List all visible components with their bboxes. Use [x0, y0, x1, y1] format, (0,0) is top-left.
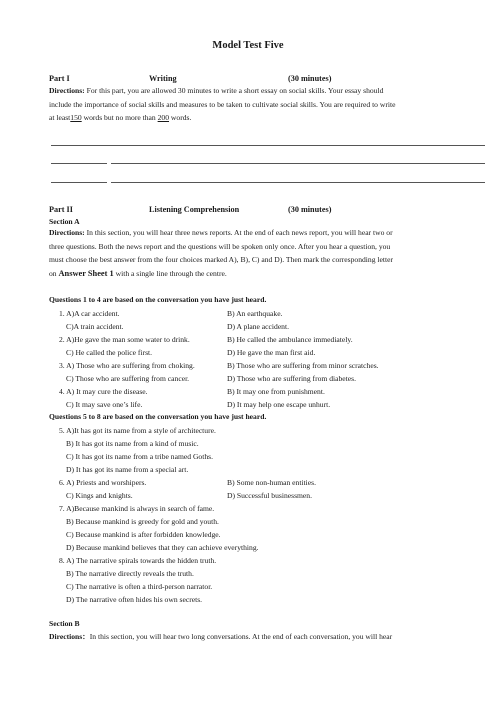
q4-option-c[interactable]: C) It may save one’s life.	[66, 400, 143, 409]
section-a-directions-text4a: on	[49, 268, 59, 278]
part1-directions	[49, 84, 453, 125]
q5-option-b[interactable]: B) It has got its name from a kind of music.	[66, 439, 199, 448]
part1-label: Part I	[49, 74, 70, 83]
part1-directions-text1: For this part, you are allowed 30 minutes to write a short essay on social skills. Your essay should	[84, 86, 384, 95]
q2-option-b[interactable]: B) He called the ambulance immediately.	[227, 335, 353, 344]
max-words: 200	[157, 113, 170, 122]
questions-5-8-heading: Questions 5 to 8 are based on the conversation you have just heard.	[49, 412, 267, 421]
q8-option-c[interactable]: C) The narrative is often a third-person narrator.	[66, 582, 213, 591]
q4-option-a[interactable]: 4. A) It may cure the disease.	[59, 387, 148, 396]
section-a-directions-text2: three questions. Both the news report and the questions will be spoken only once. After you hear a question, you	[49, 241, 391, 251]
q2-option-d[interactable]: D) He gave the man first aid.	[227, 348, 316, 357]
q5-option-a[interactable]: 5. A)It has got its name from a style of architecture.	[59, 426, 216, 435]
q6-option-c[interactable]: C) Kings and knights.	[66, 491, 133, 500]
q4-option-b[interactable]: B) It may one from punishment.	[227, 387, 325, 396]
writing-line-3	[51, 182, 485, 183]
part2-label: Part II	[49, 205, 73, 214]
q5-option-d[interactable]: D) It has got its name from a special art.	[66, 465, 189, 474]
q8-option-d[interactable]: D) The narrative often hides his own secrets.	[66, 595, 203, 604]
min-words: 150	[70, 113, 82, 122]
q7-option-c[interactable]: C) Because mankind is after forbidden knowledge.	[66, 530, 221, 539]
q4-option-d[interactable]: D) It may help one escape unhurt.	[227, 400, 331, 409]
q8-option-a[interactable]: 8. A) The narrative spirals towards the hidden truth.	[59, 556, 217, 565]
writing-line-1	[51, 145, 485, 146]
q3-option-b[interactable]: B) Those who are suffering from minor scratches.	[227, 361, 379, 370]
q6-option-a[interactable]: 6. A) Priests and worshipers.	[59, 478, 147, 487]
q6-option-b[interactable]: B) Some non-human entities.	[227, 478, 317, 487]
section-b-directions	[49, 630, 453, 644]
section-a-directions	[49, 226, 453, 280]
questions-1-4-heading: Questions 1 to 4 are based on the conversation you have just heard.	[49, 295, 267, 304]
q2-option-a[interactable]: 2. A)He gave the man some water to drink.	[59, 335, 190, 344]
q2-option-c[interactable]: C) He called the police first.	[66, 348, 153, 357]
section-a-heading: Section A	[49, 217, 80, 226]
section-b-directions-label: Directions：	[49, 632, 90, 641]
answer-sheet-label: Answer Sheet 1	[58, 268, 114, 278]
part1-directions-text2: include the importance of social skills and measures to be taken to cultivate social skills. You are required to write	[49, 99, 396, 109]
q1-option-b[interactable]: B) An earthquake.	[227, 309, 283, 318]
q3-option-a[interactable]: 3. A) Those who are suffering from choking.	[59, 361, 195, 370]
q8-option-b[interactable]: B) The narrative directly reveals the truth.	[66, 569, 194, 578]
section-b-directions-text1: In this section, you will hear two long conversations. At the end of each conversation, you will hear	[89, 632, 393, 641]
section-b-heading: Section B	[49, 619, 80, 628]
section-a-directions-label: Directions:	[49, 228, 85, 237]
q3-option-c[interactable]: C) Those who are suffering from cancer.	[66, 374, 190, 383]
q7-option-b[interactable]: B) Because mankind is greedy for gold and youth.	[66, 517, 219, 526]
section-a-directions-text3: must choose the best answer from the four choices marked A), B), C) and D). Then mark the corresponding letter	[49, 255, 394, 264]
q1-option-a[interactable]: 1. A)A car accident.	[59, 309, 120, 318]
part2-name: Listening Comprehension	[149, 205, 240, 214]
part1-directions-text3b: words but no more than	[81, 113, 158, 122]
part1-directions-text3a: at least	[49, 113, 71, 122]
section-a-directions-text4b: with a single line through the centre.	[113, 268, 227, 278]
part1-directions-label: Directions:	[49, 86, 85, 95]
q1-option-c[interactable]: C)A train accident.	[66, 322, 124, 331]
q1-option-d[interactable]: D) A plane accident.	[227, 322, 289, 331]
part2-time: (30 minutes)	[288, 205, 332, 214]
part1-name: Writing	[149, 74, 177, 83]
q7-option-a[interactable]: 7. A)Because mankind is always in search of fame.	[59, 504, 215, 513]
q7-option-d[interactable]: D) Because mankind believes that they can achieve everything.	[66, 543, 259, 552]
part1-time: (30 minutes)	[288, 74, 332, 83]
writing-line-2	[51, 163, 485, 164]
q3-option-d[interactable]: D) Those who are suffering from diabetes.	[227, 374, 356, 383]
q6-option-d[interactable]: D) Successful businessmen.	[227, 491, 312, 500]
page-title: Model Test Five	[212, 40, 284, 51]
q5-option-c[interactable]: C) It has got its name from a tribe named Goths.	[66, 452, 213, 461]
part1-directions-text3c: words.	[169, 113, 192, 122]
section-a-directions-text1: In this section, you will hear three news reports. At the end of each news report, you will hear two or	[84, 228, 393, 237]
